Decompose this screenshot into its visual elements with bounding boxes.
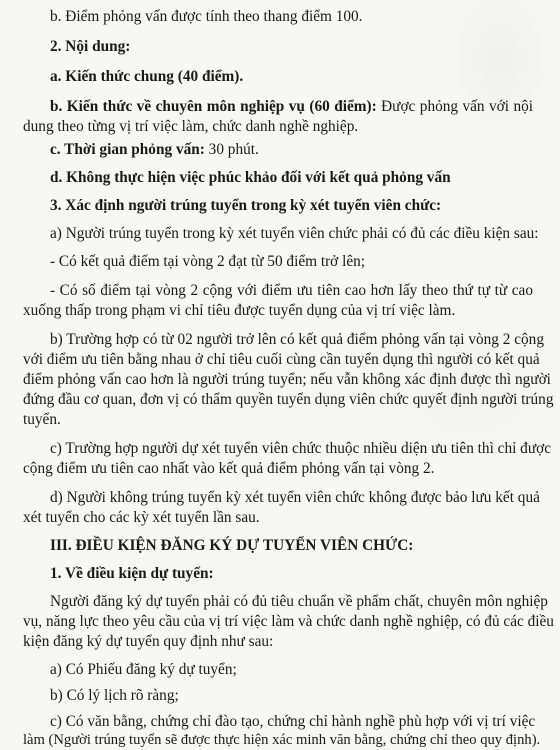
- section-heading-text: 1. Về điều kiện dự tuyển:: [50, 565, 214, 582]
- section-heading-text: 2. Nội dung:: [50, 38, 131, 55]
- chapter-heading-text: III. ĐIỀU KIỆN ĐĂNG KÝ DỰ TUYỂN VIÊN CHỨC:: [50, 537, 414, 554]
- section-heading: [50, 196, 441, 216]
- subheading-text: b. Kiến thức về chuyên môn nghiệp vụ (60 điểm):: [50, 98, 377, 115]
- paragraph-line: a) Có Phiếu đăng ký dự tuyển;: [50, 661, 237, 678]
- paragraph-line: b) Có lý lịch rõ ràng;: [50, 687, 179, 704]
- section-heading: [50, 37, 130, 57]
- paragraph-line: a) Người trúng tuyển trong kỳ xét tuyển viên chức phải có đủ các điều kiện sau:: [50, 225, 539, 242]
- subheading: [50, 168, 451, 188]
- paragraph-text: Được phỏng vấn với nội: [376, 98, 533, 115]
- section-heading-text: 3. Xác định người trúng tuyển trong kỳ xét tuyển viên chức:: [50, 197, 442, 214]
- paragraph-line: tuyển.: [23, 411, 61, 428]
- paragraph-line: vụ, năng lực theo yêu cầu của vị trí việc làm và chức danh nghề nghiệp, có đủ các điều: [23, 613, 554, 630]
- paragraph-line: cộng điểm ưu tiên cao nhất vào kết quả điểm phỏng vấn tại vòng 2.: [23, 460, 435, 477]
- paragraph-line: b. Điểm phỏng vấn được tính theo thang điểm 100.: [50, 8, 363, 25]
- paragraph-line: c) Trường hợp người dự xét tuyển viên chức thuộc nhiều diện ưu tiên thì chỉ được: [50, 440, 551, 457]
- paragraph-line: xuống thấp trong phạm vi chỉ tiêu được tuyển dụng của vị trí việc làm.: [23, 302, 456, 319]
- subheading-text: d. Không thực hiện việc phúc khảo đối với kết quả phỏng vấn: [50, 169, 451, 186]
- paragraph-line: [50, 140, 259, 160]
- section-heading: [50, 564, 214, 584]
- paragraph-line: b) Trường hợp có từ 02 người trở lên có kết quả điểm phỏng vấn tại vòng 2 cộng: [50, 331, 544, 348]
- paragraph-line: - Có kết quả điểm tại vòng 2 đạt từ 50 điểm trở lên;: [50, 253, 366, 270]
- paragraph-line: Người đăng ký dự tuyển phải có đủ tiêu chuẩn về phẩm chất, chuyên môn nghiệp: [50, 593, 548, 610]
- subheading-text: c. Thời gian phỏng vấn:: [50, 141, 205, 158]
- paragraph-line: c) Có văn bằng, chứng chỉ đào tạo, chứng chỉ hành nghề phù hợp với vị trí việc: [50, 713, 536, 730]
- paragraph-line: làm (Người trúng tuyển sẽ được thực hiện xác minh văn bằng, chứng chỉ theo quy định).: [23, 732, 541, 748]
- chapter-heading: [50, 536, 413, 556]
- paragraph-line: kiện đăng ký dự tuyển quy định như sau:: [23, 633, 274, 650]
- paragraph-line: d) Người không trúng tuyển kỳ xét tuyển viên chức không được bảo lưu kết quả: [50, 489, 540, 506]
- subheading-text: a. Kiến thức chung (40 điểm).: [50, 68, 244, 85]
- paragraph-line: dung theo từng vị trí việc làm, chức danh nghề nghiệp.: [23, 118, 359, 135]
- paragraph-line: - Có số điểm tại vòng 2 cộng với điểm ưu tiên cao hơn lấy theo thứ tự từ cao: [50, 282, 533, 299]
- paragraph-line: đứng đầu cơ quan, đơn vị có thẩm quyền tuyển dụng viên chức quyết định người trúng: [23, 391, 554, 408]
- paragraph-text: 30 phút.: [204, 141, 259, 158]
- paragraph-line: điểm phỏng vấn cao hơn là người trúng tuyển; nếu vẫn không xác định được thì người: [23, 371, 551, 388]
- paragraph-line: [50, 97, 533, 117]
- subheading: [50, 67, 243, 87]
- paragraph-line: xét tuyển cho các kỳ xét tuyển lần sau.: [23, 509, 260, 526]
- paragraph-line: với điểm ưu tiên bằng nhau ở chỉ tiêu cuối cùng cần tuyển dụng thì người có kết quả: [23, 351, 540, 368]
